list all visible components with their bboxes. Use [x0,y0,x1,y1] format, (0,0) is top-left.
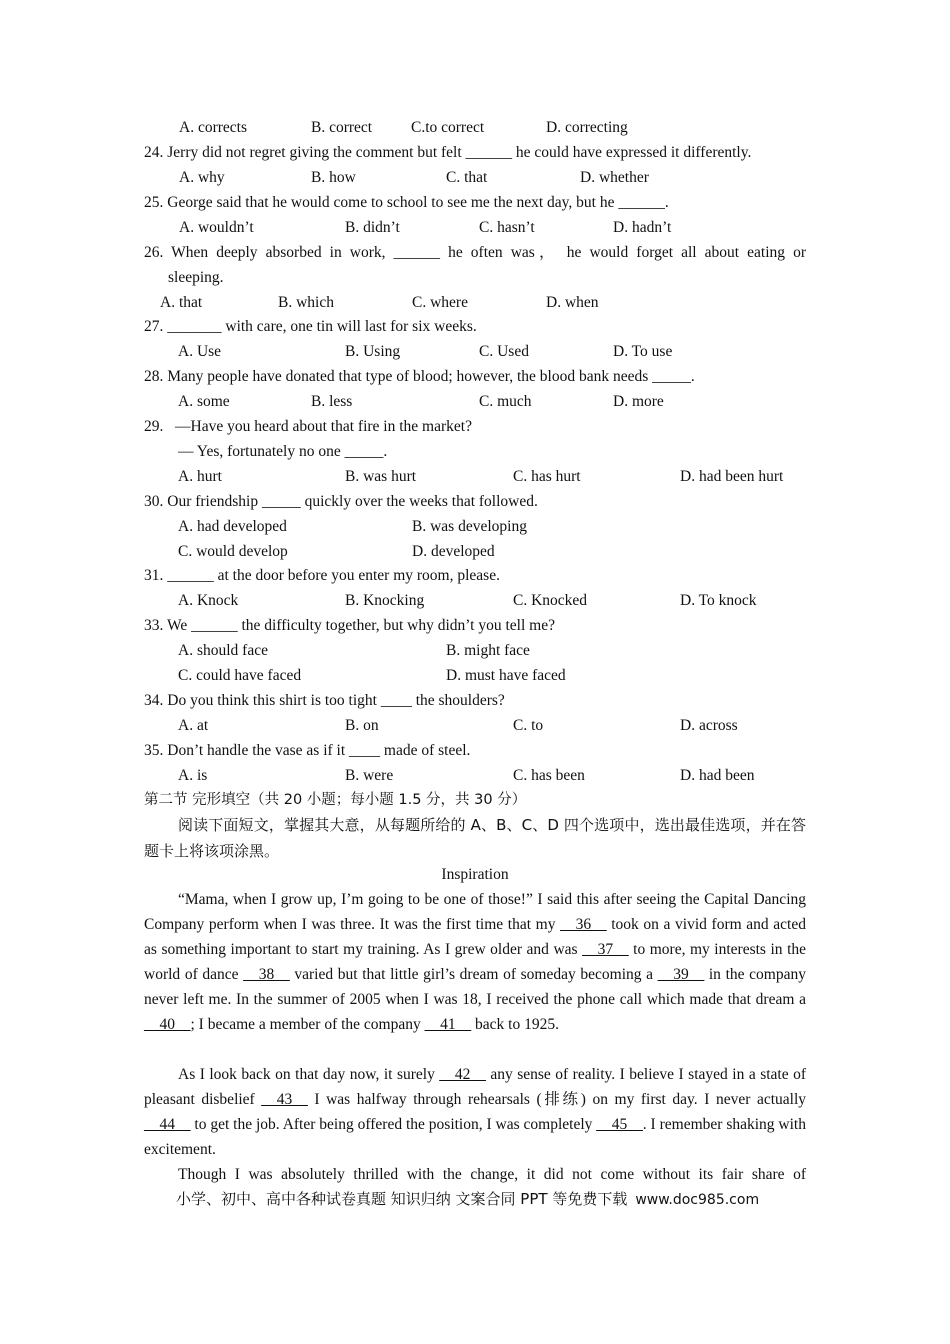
q24-option-c: C. that [446,169,488,186]
q33-option-c: C. could have faced [178,667,302,684]
q35-option-d: D. had been [680,767,755,784]
blank-45: __45__ [596,1116,643,1133]
q26-stem-line2: sleeping. [168,269,224,286]
q26-option-b: B. which [278,294,334,311]
q27-option-d: D. To use [613,343,673,360]
q26-option-a: A. that [160,294,203,311]
p2-text: . I remember shaking with excitement. [144,1116,806,1158]
q35-option-c: C. has been [513,767,585,784]
p2-text: As I look back on that day now, it surely [178,1066,440,1083]
q33-option-b: B. might face [446,642,530,659]
q27-option-c: C. Used [479,343,529,360]
blank-39: __39__ [657,966,705,983]
q31-option-b: B. Knocking [345,592,425,609]
p1-text: “Mama, when I grow up, I’m going to be one of those!” I said this after seeing the Capital Dancing Company perform when I was three. It was the first time that my [144,891,806,933]
p1-text: took on a vivid form and acted as something important to start my training. As I grew older and was [144,916,806,958]
q30-option-c: C. would develop [178,543,288,560]
blank-44: __44__ [144,1116,191,1133]
q30-option-d: D. developed [412,543,495,560]
p1-text: ; I became a member of the company [190,1016,425,1033]
q33-stem: 33. We ______ the difficulty together, but why didn’t you tell me? [144,617,555,634]
q35-stem: 35. Don’t handle the vase as if it ____ made of steel. [144,742,471,759]
p1-text: back to 1925. [471,1016,559,1033]
q33-option-a: A. should face [178,642,268,659]
q29-option-b: B. was hurt [345,468,417,485]
footer-url[interactable]: www.doc985.com [635,1192,760,1208]
blank-38: __38__ [243,966,290,983]
q23-option-a: A. corrects [179,119,247,136]
q27-stem: 27. _______ with care, one tin will last for six weeks. [144,318,477,335]
blank-36: __36__ [560,916,607,933]
blank-41: __41__ [424,1016,472,1033]
q25-option-a: A. wouldn’t [179,219,254,236]
q25-option-c: C. hasn’t [479,219,535,236]
q28-option-c: C. much [479,393,532,410]
q24-option-b: B. how [311,169,356,186]
page-footer [176,1188,759,1211]
q35-option-b: B. were [345,767,394,784]
q26-stem-line1: 26. When deeply absorbed in work, ______ he often was， he would forget all about eating or [144,244,806,261]
q27-option-a: A. Use [178,343,222,360]
passage-paragraph-2 [144,1062,806,1162]
q31-option-a: A. Knock [178,592,239,609]
blank-37: __37__ [582,941,629,958]
q23-option-b: B. correct [311,119,373,136]
p1-text: varied but that little girl’s dream of someday becoming a [289,966,658,983]
q31-option-c: C. Knocked [513,592,588,609]
q28-option-b: B. less [311,393,353,410]
q24-option-a: A. why [179,169,225,186]
q25-option-b: B. didn’t [345,219,400,236]
q28-option-d: D. more [613,393,664,410]
q29-stem-line2: — Yes, fortunately no one _____. [178,443,388,460]
q27-option-b: B. Using [345,343,401,360]
q24-option-d: D. whether [580,169,649,186]
q33-option-d: D. must have faced [446,667,566,684]
q25-stem: 25. George said that he would come to school to see me the next day, but he ______. [144,194,669,211]
p2-text: any sense of reality. I believe I stayed in a state of pleasant disbelief [144,1066,806,1108]
q34-option-a: A. at [178,717,209,734]
q29-option-d: D. had been hurt [680,468,784,485]
passage-paragraph-3: Though I was absolutely thrilled with the change, it did not come without its fair share of [178,1166,806,1183]
blank-40: __40__ [144,1016,191,1033]
q29-option-c: C. has hurt [513,468,581,485]
q34-option-b: B. on [345,717,379,734]
q23-option-c: C.to correct [411,119,485,136]
section2-instruction: 阅读下面短文，掌握其大意，从每题所给的 A、B、C、D 四个选项中，选出最佳选项，并在答题卡上将该项涂黑。 [144,816,806,860]
q30-stem: 30. Our friendship _____ quickly over the weeks that followed. [144,493,538,510]
p2-text: I was halfway through rehearsals (排练) on my first day. I never actually [307,1091,806,1108]
footer-text: 小学、初中、高中各种试卷真题 知识归纳 文案合同 PPT 等免费下载 [176,1190,628,1208]
q34-stem: 34. Do you think this shirt is too tight ____ the shoulders? [144,692,505,709]
p1-text: in the company never left me. In the summer of 2005 when I was 18, I received the phone call which made that dream a [144,966,806,1008]
section2-heading: 第二节 完形填空（共 20 小题；每小题 1.5 分，共 30 分） [144,792,527,808]
q31-option-d: D. To knock [680,592,757,609]
q24-stem: 24. Jerry did not regret giving the comment but felt ______ he could have expressed it differently. [144,144,752,161]
passage-title: Inspiration [441,866,509,883]
q26-option-d: D. when [546,294,599,311]
q29-stem-line1: 29. —Have you heard about that fire in the market? [144,418,472,435]
q31-stem: 31. ______ at the door before you enter my room, please. [144,567,500,584]
blank-42: __42__ [439,1066,486,1083]
q23-option-d: D. correcting [546,119,628,136]
q35-option-a: A. is [178,767,208,784]
q34-option-d: D. across [680,717,738,734]
q34-option-c: C. to [513,717,544,734]
p2-text: to get the job. After being offered the position, I was completely [190,1116,597,1133]
passage-paragraph-1 [144,887,806,1037]
p1-text: to more, my interests in the world of dance [144,941,807,983]
q30-option-a: A. had developed [178,518,287,535]
q28-stem: 28. Many people have donated that type of blood; however, the blood bank needs _____. [144,368,695,385]
q29-option-a: A. hurt [178,468,222,485]
q28-option-a: A. some [178,393,230,410]
blank-43: __43__ [261,1091,308,1108]
q26-option-c: C. where [412,294,468,311]
q30-option-b: B. was developing [412,518,527,535]
q25-option-d: D. hadn’t [613,219,672,236]
